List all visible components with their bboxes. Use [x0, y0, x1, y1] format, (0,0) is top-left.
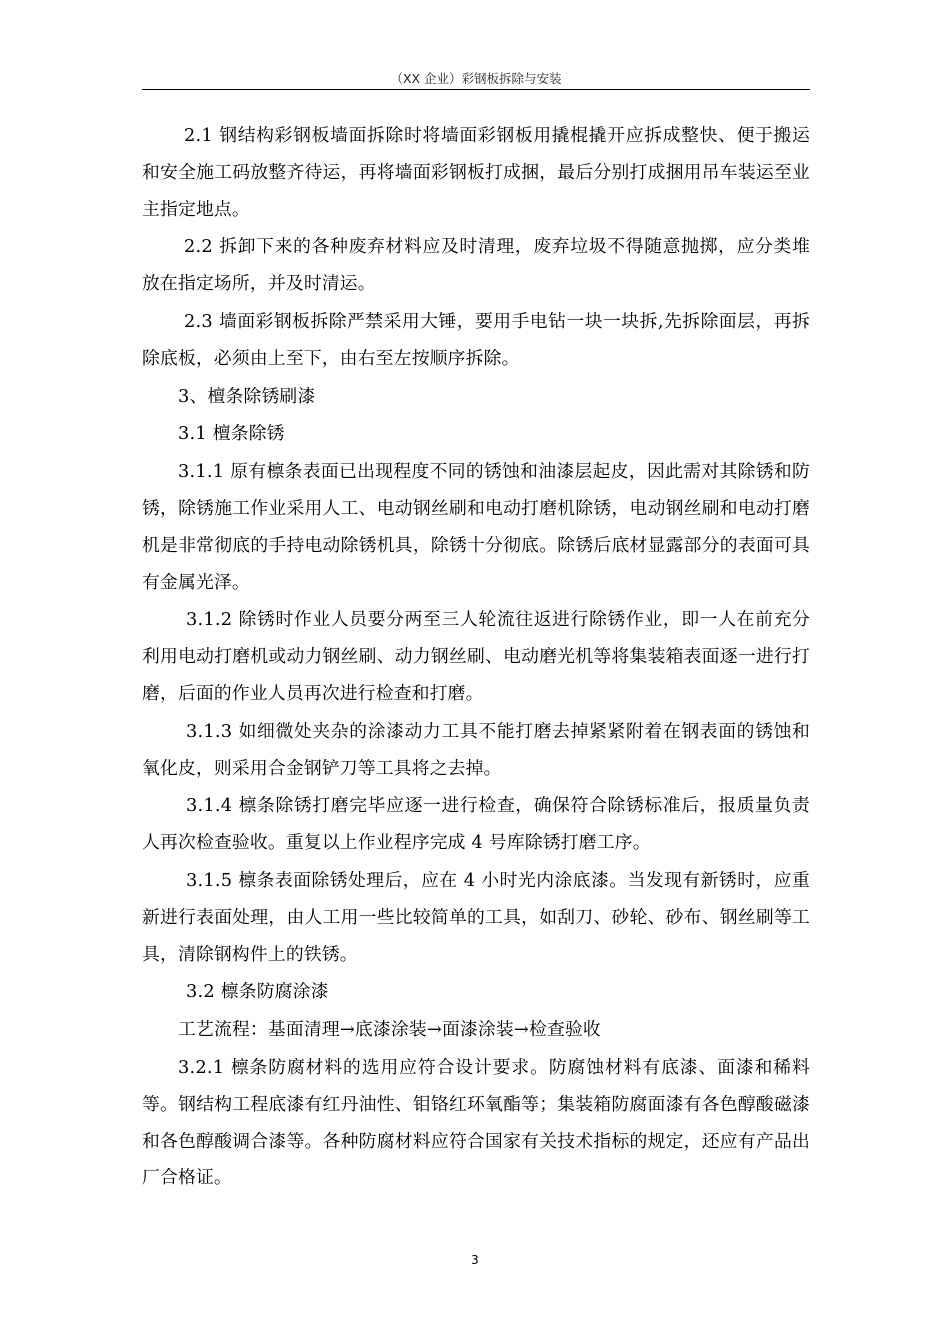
paragraph-2-3: 2.3 墙面彩钢板拆除严禁采用大锤，要用手电钻一块一块拆,先拆除面层，再拆除底板，必须由上至下，由右至左按顺序拆除。 [142, 310, 810, 369]
paragraph-2-2: 2.2 拆卸下来的各种废弃材料应及时清理，废弃垃圾不得随意抛掷，应分类堆放在指定场所，并及时清运。 [142, 236, 810, 295]
paragraph-3-1-2: 3.1.2 除锈时作业人员要分两至三人轮流往返进行除锈作业，即一人在前充分利用电动打磨机或动力钢丝刷、动力钢丝刷、电动磨光机等将集装箱表面逐一进行打磨，后面的作业人员再次进行检查和打磨。 [142, 609, 810, 704]
section-heading-3: 3、檀条除锈刷漆 [178, 385, 316, 407]
paragraph-3-1-4: 3.1.4 檩条除锈打磨完毕应逐一进行检查，确保符合除锈标准后，报质量负责人再次检查验收。重复以上作业程序完成 4 号库除锈打磨工序。 [142, 795, 810, 854]
paragraph-3-1-5: 3.1.5 檩条表面除锈处理后，应在 4 小时光内涂底漆。当发现有新锈时，应重新进行表面处理，由人工用一些比较简单的工具，如刮刀、砂轮、砂布、钢丝刷等工具，清除钢构件上的铁锈。 [142, 869, 810, 965]
paragraph-3-1-1: 3.1.1 原有檩条表面已出现程度不同的锈蚀和油漆层起皮，因此需对其除锈和防锈，除锈施工作业采用人工、电动钢丝刷和电动打磨机除锈，电动钢丝刷和电动打磨机是非常彻底的手持电动除锈机具，除锈十分彻底。除锈后底材显露部分的表面可具有金属光泽。 [142, 461, 810, 593]
paragraph-2-1: 2.1 钢结构彩钢板墙面拆除时将墙面彩钢板用撬棍撬开应拆成整快、便于搬运和安全施工码放整齐待运，再将墙面彩钢板打成捆，最后分别打成捆用吊车装运至业主指定地点。 [142, 125, 810, 220]
paragraph-3-1-3: 3.1.3 如细微处夹杂的涂漆动力工具不能打磨去掉紧紧附着在钢表面的锈蚀和氧化皮，则采用合金钢铲刀等工具将之去掉。 [142, 720, 810, 779]
paragraph-3-2-1: 3.2.1 檩条防腐材料的选用应符合设计要求。防腐蚀材料有底漆、面漆和稀料等。钢结构工程底漆有红丹油性、钼铬红环氧酯等；集装箱防腐面漆有各色醇酸磁漆和各色醇酸调合漆等。各种防腐材料应符合国家有关技术指标的规定，还应有产品出厂合格证。 [142, 1056, 810, 1189]
page-header: （XX 企业）彩钢板拆除与安装 [390, 71, 562, 86]
subsection-heading-3-2: 3.2 檩条防腐涂漆 [186, 981, 329, 1003]
page-number: 3 [471, 1253, 479, 1267]
process-flow-line: 工艺流程：基面清理→底漆涂装→面漆涂装→检查验收 [178, 1019, 601, 1041]
header-divider [142, 89, 810, 90]
subsection-heading-3-1: 3.1 檀条除锈 [178, 423, 285, 445]
document-body [142, 118, 810, 1197]
